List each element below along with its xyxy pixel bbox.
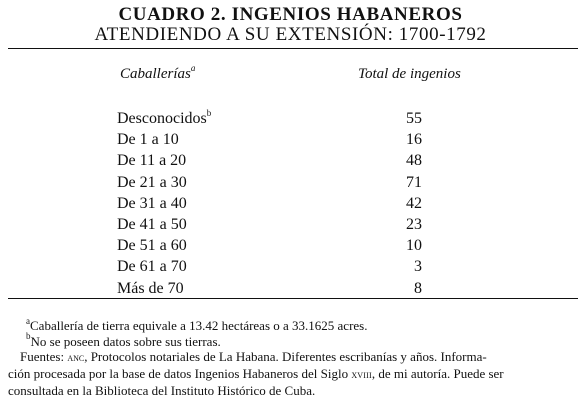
row-value: 55 — [406, 110, 422, 127]
top-rule — [8, 48, 578, 49]
sources-line-2 — [0, 366, 581, 384]
row-value: 8 — [414, 279, 422, 297]
sources-century: xviii — [351, 368, 372, 381]
footnote-b-text: No se poseen datos sobre sus tierras. — [30, 333, 221, 349]
sources-line-1-rest: , Protocolos notariales de La Habana. Diferentes escribanías y años. Informa- — [84, 349, 487, 365]
row-value: 16 — [406, 131, 422, 149]
footnote-a-mark: a — [26, 315, 30, 326]
column-header-caballerias — [120, 64, 195, 84]
table-row — [0, 193, 581, 214]
row-value: 10 — [406, 237, 422, 255]
row-value: 71 — [406, 173, 422, 191]
sources-line-1 — [0, 349, 581, 366]
row-label: Desconocidos$^b$ — [117, 107, 212, 127]
table-row — [0, 129, 581, 150]
row-value: 23 — [406, 215, 422, 233]
column-header-total-ingenios: Total de ingenios — [358, 66, 461, 82]
sources-line-2-a: ción procesada por la base de datos Ingenios Habaneros del Siglo — [8, 365, 352, 381]
row-label: Más de 70 — [117, 279, 184, 297]
table-row — [0, 172, 581, 193]
column-header-footnote-mark: a — [190, 63, 196, 73]
sources-prefix: Fuentes: — [20, 349, 68, 365]
row-label: De 41 a 50 — [117, 215, 187, 233]
table-row — [0, 235, 581, 256]
row-label: De 1 a 10 — [117, 131, 179, 149]
row-value: 3 — [414, 258, 422, 276]
footnote-a-text: Caballería de tierra equivale a 13.42 hectáreas o a 33.1625 acres. — [30, 318, 368, 333]
table-row — [0, 150, 581, 171]
footnote-b — [0, 331, 581, 350]
row-label: De 31 a 40 — [117, 194, 187, 212]
table-row — [0, 108, 581, 129]
row-value: 42 — [406, 194, 422, 212]
table-title-line-2: ATENDIENDO A SU EXTENSIÓN: 1700-1792 — [94, 24, 487, 45]
table-notes — [0, 315, 581, 399]
row-footnote-mark: b — [206, 107, 212, 118]
sources-anc: anc — [67, 350, 85, 365]
sources-line-3: consultada en la Biblioteca del Instituto Histórico de Cuba. — [8, 383, 316, 399]
column-header-caballerias-text: Caballerías — [120, 66, 191, 82]
row-label: De 51 a 60 — [117, 237, 187, 255]
row-label: De 11 a 20 — [117, 152, 187, 170]
sources-line-2-b: , de mi autoría. Puede ser — [371, 365, 504, 381]
footnote-a — [0, 315, 581, 334]
table-title-line-1: CUADRO 2. INGENIOS HABANEROS — [118, 4, 463, 25]
row-label: De 21 a 30 — [117, 173, 187, 191]
table-row — [0, 214, 581, 235]
footnote-b-mark: b — [26, 331, 31, 342]
bottom-rule — [8, 298, 578, 299]
row-label: De 61 a 70 — [117, 258, 187, 276]
table-body — [0, 108, 581, 299]
row-value: 48 — [406, 152, 422, 170]
table-row — [0, 278, 581, 299]
table-row — [0, 256, 581, 277]
